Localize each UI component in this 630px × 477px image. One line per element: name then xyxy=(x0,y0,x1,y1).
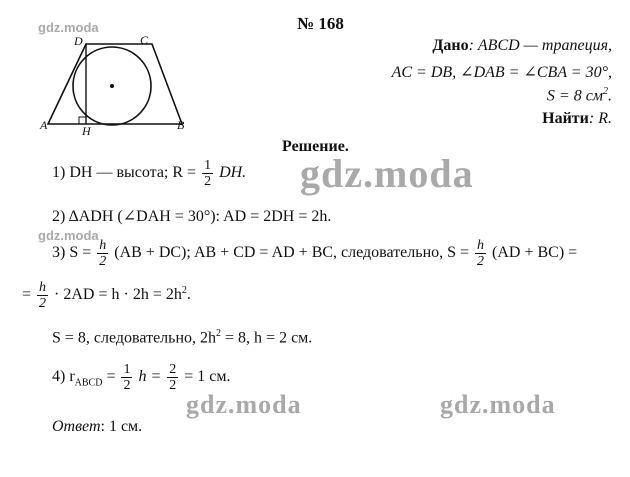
solution-title: Решение. xyxy=(282,138,349,155)
fraction-den: 2 xyxy=(99,254,107,269)
fraction-num: h xyxy=(477,238,485,253)
watermark-mid-left: gdz.moda xyxy=(38,228,99,243)
watermark-top-left: gdz.moda xyxy=(38,20,99,35)
label-a: A xyxy=(40,118,48,132)
answer-line xyxy=(52,418,142,436)
step-3c-text: S = 8, следовательно, 2h xyxy=(52,329,217,347)
step-1-end: DH. xyxy=(219,164,247,182)
given-area: S = 8 см xyxy=(546,87,603,105)
step-3c-exp: 2 xyxy=(216,328,222,339)
label-h: H xyxy=(82,124,91,138)
step-3c xyxy=(52,328,312,347)
given-text-1: : ABCD — трапеция, xyxy=(468,37,612,54)
given-area-end: . xyxy=(608,87,612,105)
step-3b-exp: 2 xyxy=(181,284,187,296)
step-3c-end: = 8, h = 2 см. xyxy=(221,329,313,347)
find-value: : R. xyxy=(588,110,612,127)
label-d: D xyxy=(74,34,83,48)
watermark-center: gdz.moda xyxy=(300,151,474,196)
fraction-den: 2 xyxy=(123,378,131,393)
step-2: 2) ΔADH (∠DAH = 30°): AD = 2DH = 2h. xyxy=(52,208,332,225)
fraction-num: h xyxy=(39,280,47,295)
step-4-sub: ABCD xyxy=(74,377,103,389)
fraction-den: 2 xyxy=(39,296,47,311)
fraction-num: 1 xyxy=(123,362,131,377)
problem-number: № 168 xyxy=(297,14,344,33)
given-line-1 xyxy=(432,37,612,55)
label-c: C xyxy=(140,33,149,47)
step-4-text: 4) r xyxy=(52,368,75,386)
trapezoid-shape xyxy=(48,44,182,124)
step-3-fraction-2 xyxy=(475,238,486,269)
step-3-middle: (AB + DC); AB + CD = AD + BC, следовательно, S = xyxy=(114,244,474,262)
fraction-num: 2 xyxy=(169,362,177,377)
step-1 xyxy=(52,158,246,189)
fraction-den: 2 xyxy=(169,378,177,393)
label-b: B xyxy=(177,118,185,132)
step-4-fraction-2 xyxy=(167,362,178,393)
fraction-num: h xyxy=(99,238,107,253)
step-3b xyxy=(22,280,191,311)
step-3b-middle: · 2AD = h · 2h = 2h xyxy=(54,286,182,304)
fraction-den: 2 xyxy=(204,174,212,189)
given-line-3 xyxy=(547,86,612,105)
trapezoid-figure xyxy=(36,30,196,140)
step-4-end: = 1 см. xyxy=(184,368,231,386)
step-1-text: 1) DH — высота; R = xyxy=(52,164,201,182)
step-3b-fraction xyxy=(37,280,48,311)
answer-label: Ответ xyxy=(52,418,101,435)
fraction-num: 1 xyxy=(204,158,212,173)
step-4-fraction xyxy=(121,362,132,393)
watermark-bottom-center: gdz.moda xyxy=(186,390,302,419)
step-1-fraction xyxy=(202,158,213,189)
given-line-2: AC = DB, ∠DAB = ∠CBA = 30°, xyxy=(391,64,612,81)
fraction-den: 2 xyxy=(477,254,485,269)
step-3-fraction xyxy=(97,238,108,269)
find-title: Найти xyxy=(542,110,589,127)
given-title: Дано xyxy=(432,37,469,54)
watermark-bottom-right: gdz.moda xyxy=(440,390,556,419)
step-3b-text: = xyxy=(22,286,36,304)
right-angle-mark xyxy=(79,117,86,124)
step-3-text: 3) S = xyxy=(52,244,96,262)
step-3-end: (AD + BC) = xyxy=(492,244,578,262)
step-3 xyxy=(52,238,577,269)
given-area-exp: 2 xyxy=(603,86,608,97)
answer-value: : 1 см. xyxy=(100,418,143,435)
step-4-eq: = xyxy=(102,368,120,386)
step-4-middle: h = xyxy=(138,368,166,386)
circle-center xyxy=(110,84,114,88)
step-4 xyxy=(52,362,231,393)
step-3b-end: . xyxy=(186,286,191,304)
find-line xyxy=(542,110,612,128)
